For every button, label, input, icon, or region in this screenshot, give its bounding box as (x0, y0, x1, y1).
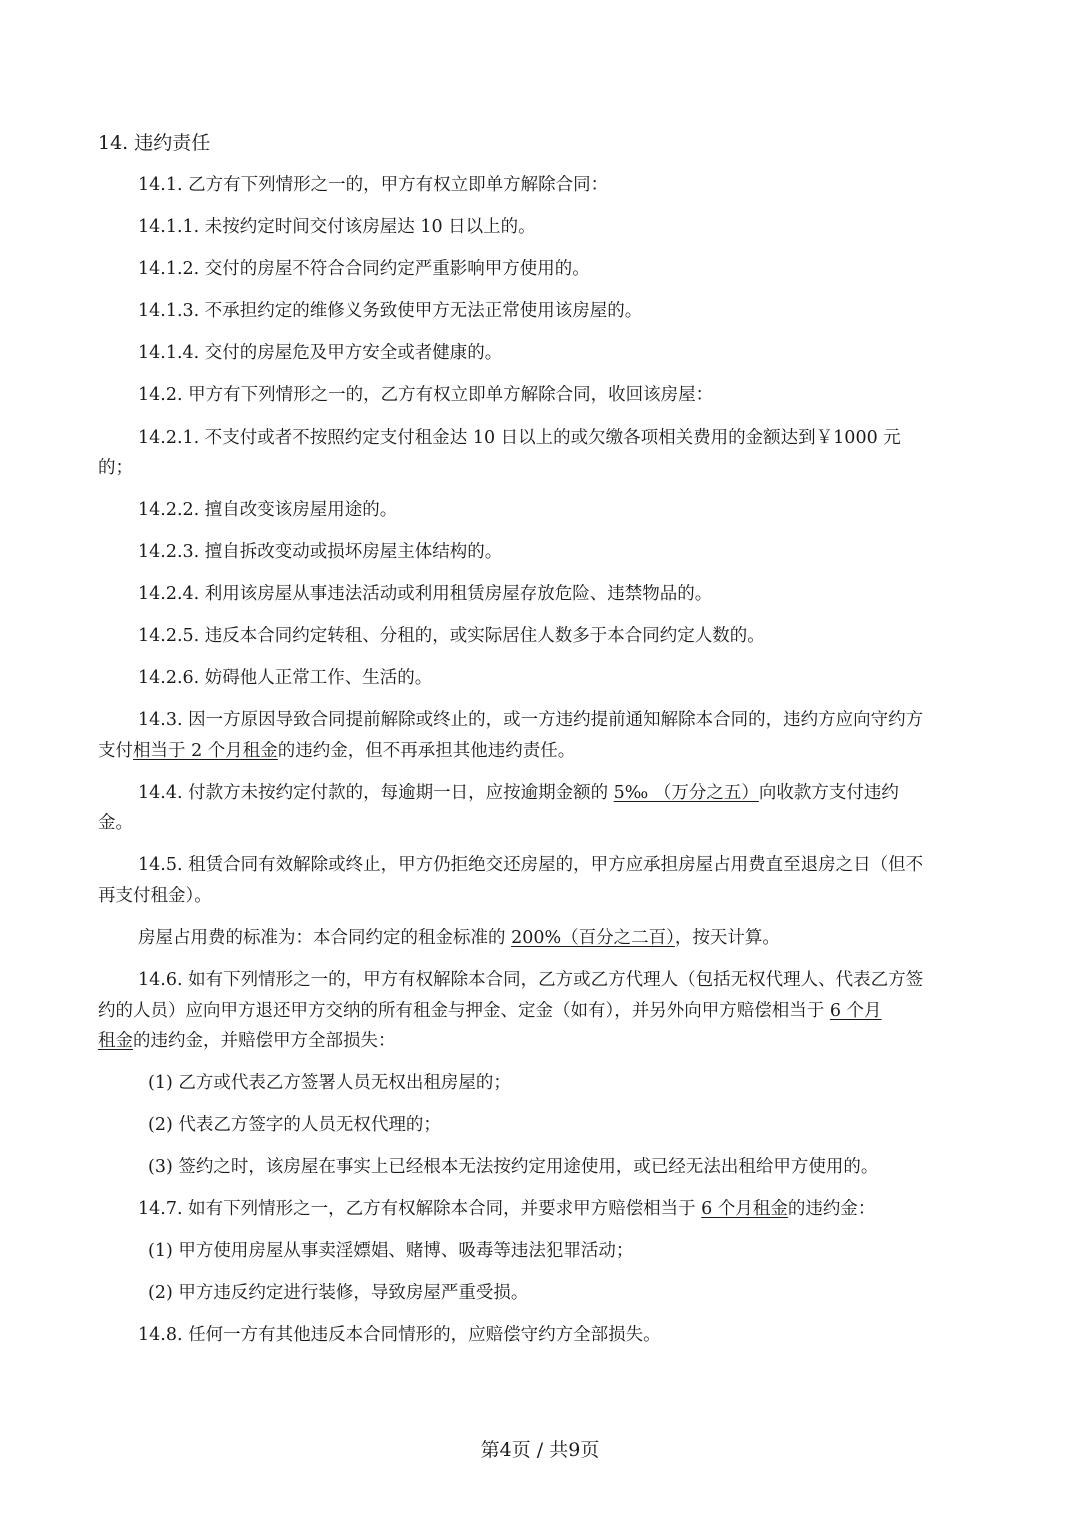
clause-14-1-1: 14.1.1. 未按约定时间交付该房屋达 10 日以上的。 (138, 217, 536, 237)
underlined-rent: 租金 (98, 1031, 133, 1051)
underlined-months: 6 个月 (829, 1001, 882, 1021)
underlined-percentage: 200%（百分之二百） (511, 928, 675, 948)
clause-14-7-item-2: (2) 甲方违反约定进行装修，导致房屋严重受损。 (148, 1283, 529, 1303)
clause-14-8: 14.8. 任何一方有其他违反本合同情形的，应赔偿守约方全部损失。 (138, 1325, 661, 1345)
clause-14-2-4: 14.2.4. 利用该房屋从事违法活动或利用租赁房屋存放危险、违禁物品的。 (138, 584, 713, 604)
text: 的违约金： (787, 1199, 876, 1219)
clause-14-2-2: 14.2.2. 擅自改变该房屋用途的。 (138, 500, 398, 520)
clause-14-1-4: 14.1.4. 交付的房屋危及甲方安全或者健康的。 (138, 343, 503, 363)
text: 14.4. 付款方未按约定付款的，每逾期一日，应按逾期金额的 (138, 783, 614, 803)
clause-14-3-line2 (98, 737, 575, 765)
clause-14-4-line2: 金。 (98, 813, 133, 833)
clause-14-2-3: 14.2.3. 擅自拆改变动或损坏房屋主体结构的。 (138, 542, 503, 562)
text: ，按天计算。 (674, 928, 780, 948)
underlined-amount: 相当于 2 个月租金 (133, 741, 278, 761)
clause-14-7-item-1: (1) 甲方使用房屋从事卖淫嫖娼、赌博、吸毒等违法犯罪活动； (148, 1241, 634, 1261)
underlined-months-rent: 6 个月租金 (701, 1199, 788, 1219)
text: 14.7. 如有下列情形之一，乙方有权解除本合同，并要求甲方赔偿相当于 (138, 1199, 702, 1219)
underlined-rate: 5‰ （万分之五） (613, 783, 759, 803)
clause-14-5-line2: 再支付租金）。 (98, 886, 212, 906)
section-title: 14. 违约责任 (98, 132, 211, 154)
text: 支付 (98, 741, 133, 761)
clause-14-1-2: 14.1.2. 交付的房屋不符合合同约定严重影响甲方使用的。 (138, 259, 590, 279)
clause-14-6-line2 (98, 997, 882, 1025)
page-footer: 第4页 / 共9页 (480, 1439, 600, 1461)
clause-14-4-line1 (138, 779, 899, 807)
text: 向收款方支付违约 (758, 783, 899, 803)
text: 房屋占用费的标准为：本合同约定的租金标准的 (138, 928, 512, 948)
text: 的违约金，但不再承担其他违约责任。 (277, 741, 576, 761)
clause-14-1-3: 14.1.3. 不承担约定的维修义务致使甲方无法正常使用该房屋的。 (138, 301, 643, 321)
text: 约的人员）应向甲方退还甲方交纳的所有租金与押金、定金（如有），并另外向甲方赔偿相当于 (98, 1001, 830, 1021)
clause-14-3-line1: 14.3. 因一方原因导致合同提前解除或终止的，或一方违约提前通知解除本合同的，违约方应向守约方 (138, 710, 924, 730)
clause-14-6-item-2: (2) 代表乙方签字的人员无权代理的； (148, 1115, 441, 1135)
clause-14-6-line1: 14.6. 如有下列情形之一的，甲方有权解除本合同，乙方或乙方代理人（包括无权代理人、代表乙方签 (138, 970, 924, 990)
clause-14-2: 14.2. 甲方有下列情形之一的，乙方有权立即单方解除合同，收回该房屋： (138, 385, 714, 405)
clause-14-1: 14.1. 乙方有下列情形之一的，甲方有权立即单方解除合同： (138, 175, 609, 195)
clause-14-2-1-line2: 的； (98, 458, 133, 478)
text: 的违约金，并赔偿甲方全部损失： (133, 1031, 396, 1051)
clause-14-2-5: 14.2.5. 违反本合同约定转租、分租的，或实际居住人数多于本合同约定人数的。 (138, 626, 765, 646)
clause-14-6-line3 (98, 1027, 396, 1055)
clause-14-2-6: 14.2.6. 妨碍他人正常工作、生活的。 (138, 668, 433, 688)
occupancy-fee-standard (138, 924, 780, 952)
clause-14-2-1-line1: 14.2.1. 不支付或者不按照约定支付租金达 10 日以上的或欠缴各项相关费用的金额达到￥1000 元 (138, 428, 901, 448)
clause-14-5-line1: 14.5. 租赁合同有效解除或终止，甲方仍拒绝交还房屋的，甲方应承担房屋占用费直至退房之日（但不 (138, 855, 924, 875)
clause-14-6-item-1: (1) 乙方或代表乙方签署人员无权出租房屋的； (148, 1073, 511, 1093)
clause-14-7 (138, 1195, 875, 1223)
clause-14-6-item-3: (3) 签约之时，该房屋在事实上已经根本无法按约定用途使用，或已经无法出租给甲方使用的。 (148, 1157, 879, 1177)
